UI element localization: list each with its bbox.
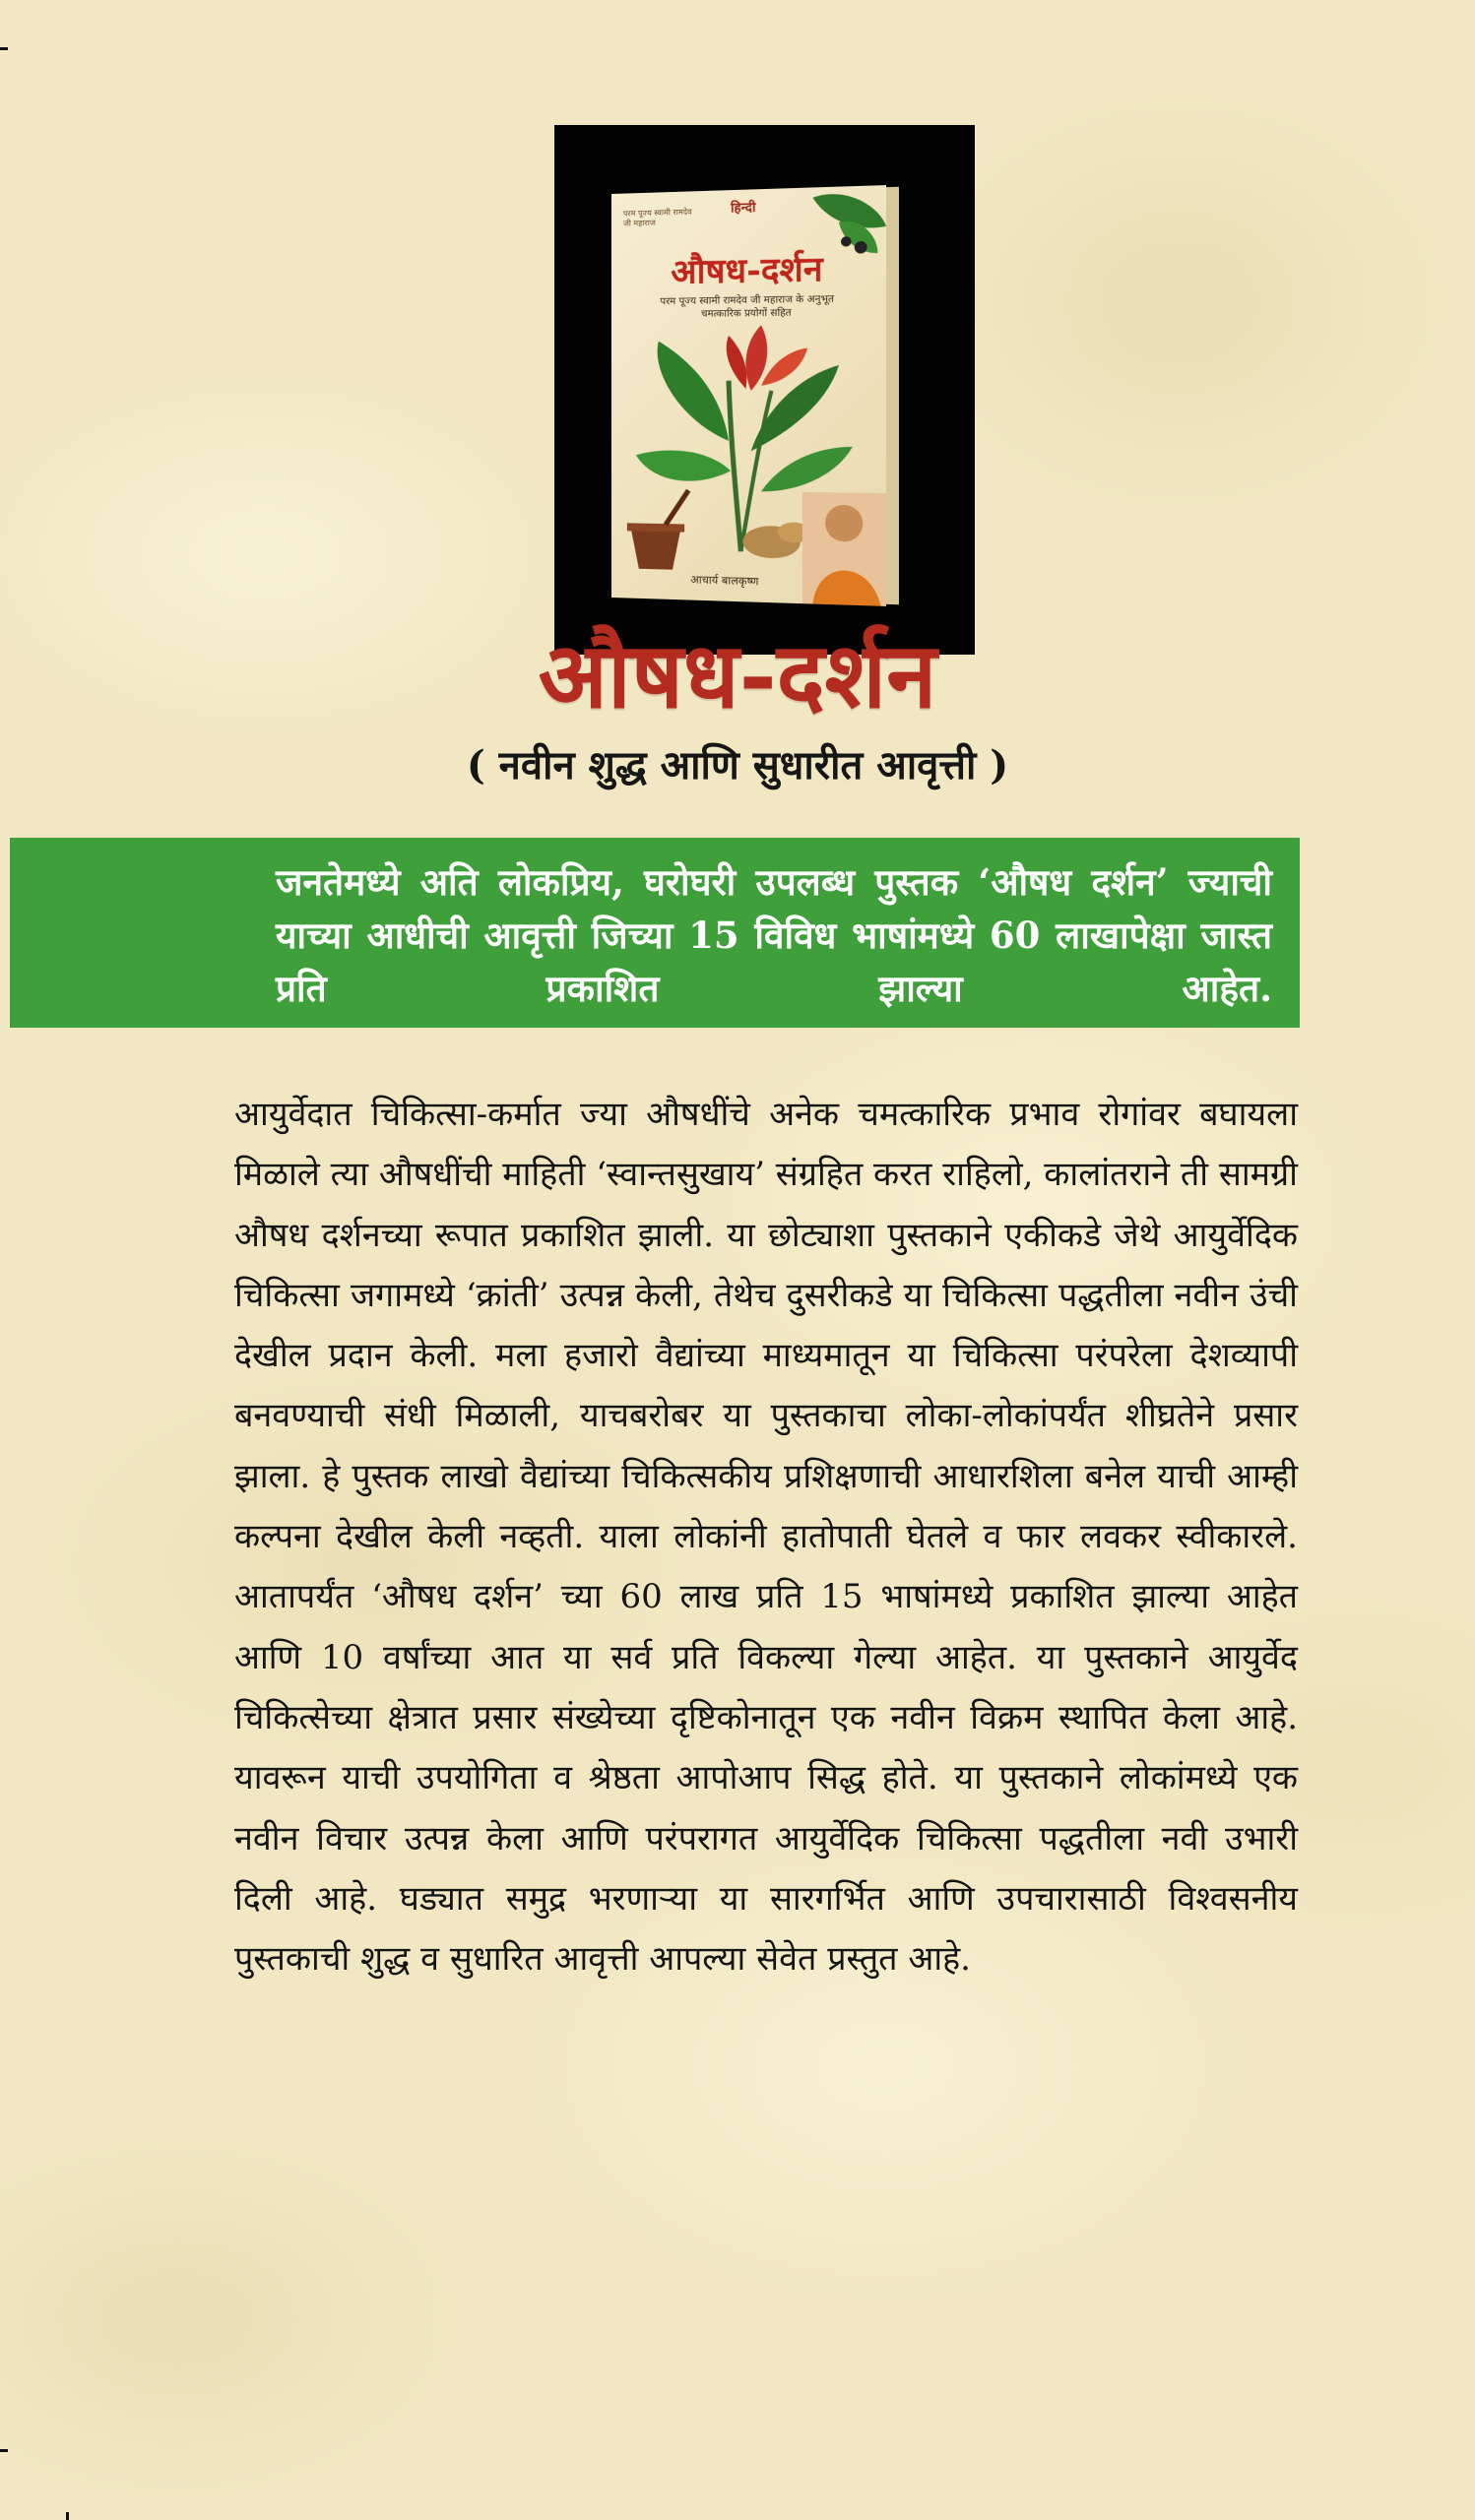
description-paragraph: आयुर्वेदात चिकित्सा-कर्मात ज्या औषधींचे अनेक चमत्कारिक प्रभाव रोगांवर बघायला मिळाले त्या औषधींची माहिती ‘स्वान्तसुखाय’ संग्रहित करत राहिलो, कालांतराने ती सामग्री औषध दर्शनच्या रूपात प्रकाशित झाली. या छोट्याशा पुस्तकाने एकीकडे जेथे आयुर्वेदिक चिकित्सा जगामध्ये ‘क्रांती’ उत्पन्न केली, तेथेच दुसरीकडे या चिकित्सा पद्धतीला नवीन उंची देखील प्रदान केली. मला हजारो वैद्यांच्या माध्यमातून या चिकित्सा परंपरेला देशव्यापी बनवण्याची संधी मिळाली, याचबरोबर या पुस्तकाचा लोका-लोकांपर्यंत शीघ्रतेने प्रसार झाला. हे पुस्तक लाखो वैद्यांच्या चिकित्सकीय प्रशिक्षणाची आधारशिला बनेल याची आम्ही कल्पना देखील केली नव्हती. याला लोकांनी हातोपाती घेतले व फार लवकर स्वीकारले. आतापर्यंत ‘औषध दर्शन’ च्या 60 लाख प्रति 15 भाषांमध्ये प्रकाशित झाल्या आहेत आणि 10 वर्षांच्या आत या सर्व प्रति विकल्या गेल्या आहेत. या पुस्तकाने आयुर्वेद चिकित्सेच्या क्षेत्रात प्रसार संख्येच्या दृष्टिकोनातून एक नवीन विक्रम स्थापित केला आहे. यावरून याची उपयोगिता व श्रेष्ठता आपोआप सिद्ध होते. या पुस्तकाने लोकांमध्ये एक नवीन विचार उत्पन्न केला आणि परंपरागत आयुर्वेदिक चिकित्सा पद्धतीला नवी उभारी दिली आहे. घड्यात समुद्र भरणाऱ्या या सारगर्भित आणि उपचारासाठी विश्वसनीय पुस्तकाची शुद्ध व सुधारित आवृत्ती आपल्या सेवेत प्रस्तुत आहे. xyxy=(234,1095,1298,1980)
crop-mark-bottom-left xyxy=(0,2449,8,2452)
page-title: औषध-दर्शन xyxy=(538,622,937,728)
cover-series-label: परम पूज्य स्वामी रामदेव जी महाराज xyxy=(622,207,692,228)
highlight-text: जनतेमध्ये अति लोकप्रिय, घरोघरी उपलब्ध पुस्तक ‘औषध दर्शन’ ज्याची याच्या आधीची आवृत्ती जिच्या 15 विविध भाषांमध्ये 60 लाखापेक्षा जास्त प्रति प्रकाशित झाल्या आहेत. xyxy=(276,860,1272,1010)
cover-language-label: हिन्दी xyxy=(731,200,756,217)
crop-mark-top-left xyxy=(0,47,8,50)
cover-title: औषध-दर्शन xyxy=(671,249,823,293)
cover-subtitle: परम पूज्य स्वामी रामदेव जी महाराज के अनुभूत चमत्कारिक प्रयोगों सहित xyxy=(660,293,835,320)
highlight-band xyxy=(10,838,1300,1028)
edition-subtitle: ( नवीन शुद्ध आणि सुधारीत आवृत्ती ) xyxy=(466,742,1009,788)
book-cover xyxy=(611,185,886,606)
crop-mark-bottom xyxy=(66,2512,69,2520)
book-cover-image xyxy=(554,125,975,655)
cover-author: आचार्य बालकृष्ण xyxy=(690,573,759,589)
